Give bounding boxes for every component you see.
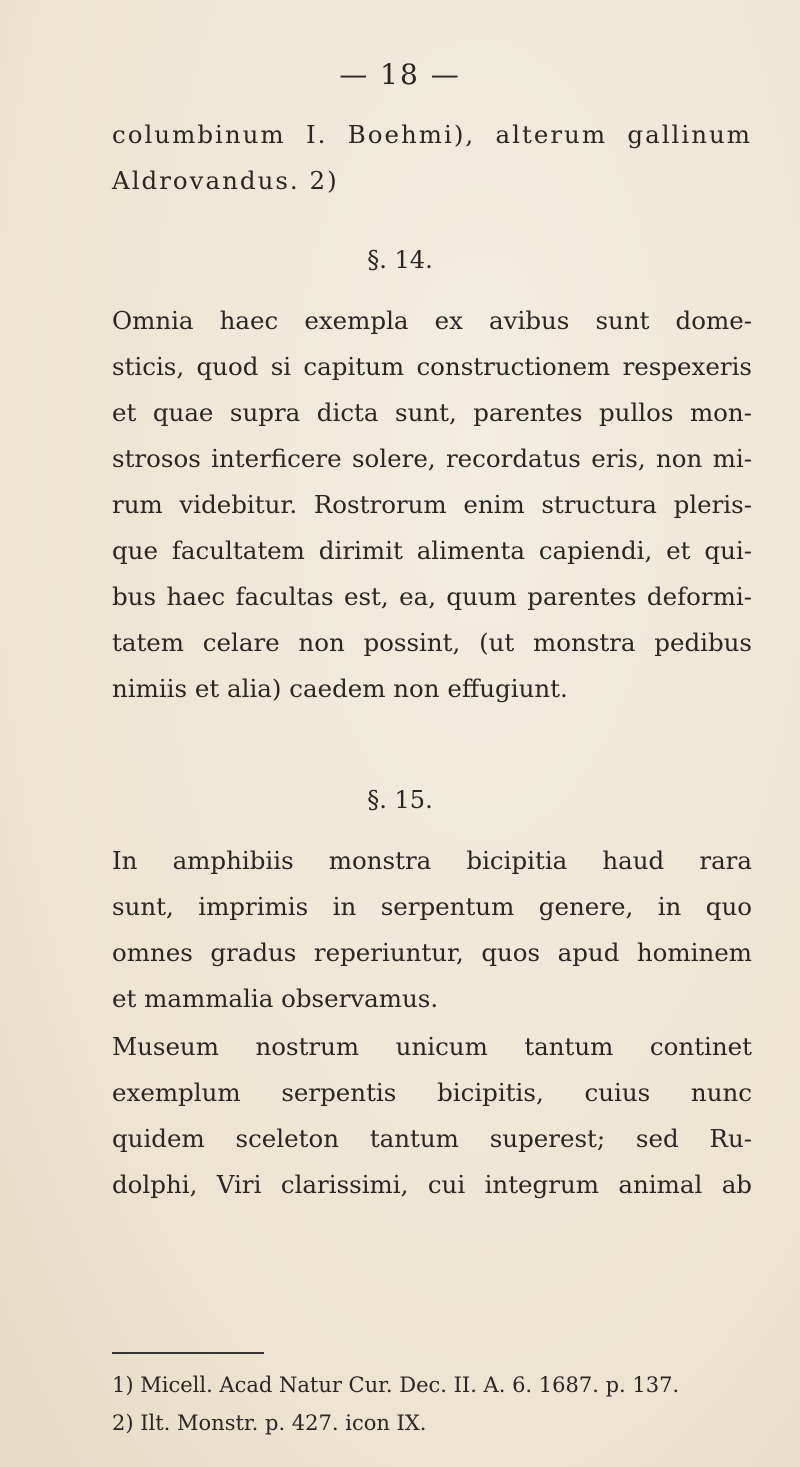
text-line: dolphi, Viri clarissimi, cui integrum animal ab xyxy=(112,1170,752,1199)
text-line: et quae supra dicta sunt, parentes pullos mon- xyxy=(112,398,752,427)
text-line: bus haec facultas est, ea, quum parentes deformi- xyxy=(112,582,752,611)
text-line: rum videbitur. Rostrorum enim structura pleris- xyxy=(112,490,752,519)
text-line: Museum nostrum unicum tantum continet xyxy=(112,1032,752,1061)
section-15-paragraph-2 xyxy=(112,1024,752,1208)
footnote-1: 1) Micell. Acad Natur Cur. Dec. II. A. 6. 1687. p. 137. xyxy=(112,1373,680,1397)
text-line: que facultatem dirimit alimenta capiendi, et qui- xyxy=(112,536,752,565)
text-line: nimiis et alia) caedem non effugiunt. xyxy=(112,674,568,703)
text-line: strosos interficere solere, recordatus eris, non mi- xyxy=(112,444,752,473)
section-15-heading: §. 15. xyxy=(367,786,433,814)
text-line: et mammalia observamus. xyxy=(112,984,439,1013)
page-number-header: — 18 — xyxy=(339,58,461,91)
text-line: sunt, imprimis in serpentum genere, in quo xyxy=(112,892,752,921)
text-line: Aldrovandus. 2) xyxy=(112,166,339,195)
text-line: omnes gradus reperiuntur, quos apud hominem xyxy=(112,938,752,967)
text-line: columbinum I. Boehmi), alterum gallinum xyxy=(112,120,752,149)
text-line: quidem sceleton tantum superest; sed Ru- xyxy=(112,1124,752,1153)
text-line: tatem celare non possint, (ut monstra pedibus xyxy=(112,628,752,657)
section-14-paragraph xyxy=(112,298,752,712)
section-14-heading: §. 14. xyxy=(367,246,433,274)
text-line: In amphibiis monstra bicipitia haud rara xyxy=(112,846,752,875)
text-line: exemplum serpentis bicipitis, cuius nunc xyxy=(112,1078,752,1107)
intro-text xyxy=(112,112,752,204)
section-15-paragraph-1 xyxy=(112,838,752,1022)
text-line: Omnia haec exempla ex avibus sunt dome- xyxy=(112,306,752,335)
text-line: sticis, quod si capitum constructionem respexeris xyxy=(112,352,752,381)
footnote-2: 2) Ilt. Monstr. p. 427. icon IX. xyxy=(112,1411,427,1435)
footnotes xyxy=(112,1366,752,1442)
footnote-divider xyxy=(112,1352,264,1354)
